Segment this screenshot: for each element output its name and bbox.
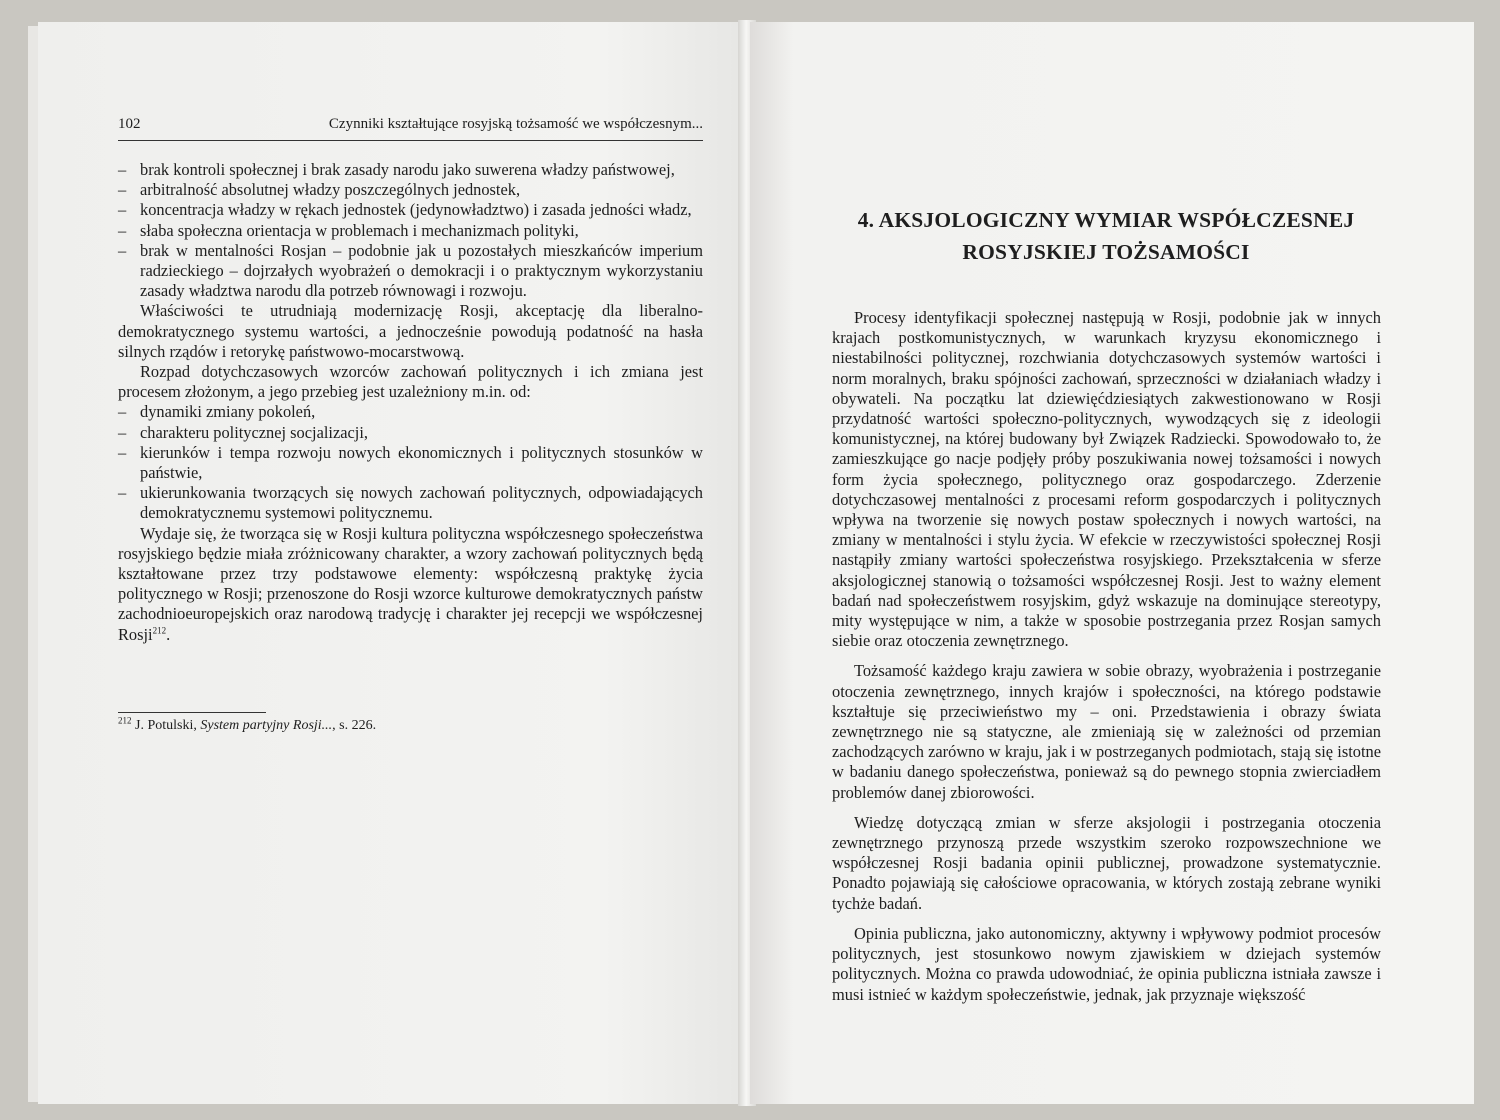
left-page: [38, 22, 746, 1104]
paragraph: Procesy identyfikacji społecznej następują w Rosji, podobnie jak w innych krajach postkomunistycznych, w warunkach kryzysu ekonomicznego i niestabilności politycznej, rozchwiania dotychczasowych systemów wartości i norm moralnych, braku spójności zachowań, sprzeczności w działaniach władzy i obywateli. Na początku lat dziewięćdziesiątych zakwestionowano w Rosji przydatność wartości społeczno-politycznych, wywodzących się z ideologii komunistycznej, na której budowany był Związek Radziecki. Spowodowało to, że zamieszkujące go nacje podjęły próby poszukiwania nowej tożsamości i nowych form życia społecznego, politycznego oraz gospodarczego. Zderzenie dotychczasowej mentalności z procesami reform gospodarczych i politycznych wpływa na tworzenie się nowych postaw społecznych i nowych wartości, na zmiany w mentalności i stylu życia. W efekcie w rzeczywistości społecznej Rosji nastąpiły zmiany wartości społeczeństwa rosyjskiego. Przekształcenia w sferze aksjologicznej stanowią o tożsamości współczesnej Rosji. Jest to ważny element badań nad społeczeństwem rosyjskim, gdyż wskazuje na dominujące stereotypy, mity występujące w nim, a także w sposobie postrzegania przez Rosjan samych siebie oraz otoczenia zewnętrznego.: [832, 308, 1381, 651]
list-item: – brak kontroli społecznej i brak zasady narodu jako suwerena władzy państwowej,: [118, 160, 675, 179]
footnote-ref[interactable]: 212: [152, 625, 167, 636]
paragraph: Wydaje się, że tworząca się w Rosji kultura polityczna współczesnego społeczeństwa rosyjskiego będzie miała zróżnicowany charakter, a wzory zachowań politycznych będą kształtowane przez trzy podstawowe elementy: współczesną praktykę życia politycznego w Rosji; przenoszone do Rosji wzorce kulturowe demokratycznych państw zachodnioeuropejskich oraz narodową tradycję i charakter jej recepcji we współczesnej Rosji$^{212}$.: [118, 523, 703, 644]
list-item: – koncentracja władzy w rękach jednostek (jedynowładztwo) i zasada jedności władz,: [118, 200, 692, 220]
list-item: – kierunków i tempa rozwoju nowych ekonomicznych i politycznych stosunków w państwie,: [118, 442, 703, 483]
page-number: 102: [118, 116, 141, 132]
running-head: Czynniki kształtujące rosyjską tożsamość we współczesnym...: [328, 116, 703, 132]
footnote-number: 212: [118, 715, 132, 726]
list-item: – brak w mentalności Rosjan – podobnie jak u pozostałych mieszkańców imperium radzieckiego – dojrzałych wyobrażeń o demokracji i o praktycznym wykorzystaniu zasady władztwa narodu dla potrzeb równowagi i rozwoju.: [118, 240, 703, 301]
left-body-text: [118, 160, 703, 645]
list-item: – charakteru politycznej socjalizacji,: [118, 422, 368, 442]
list-item: – słaba społeczna orientacja w problemach i mechanizmach polityki,: [118, 220, 579, 240]
list-item: – arbitralność absolutnej władzy poszczególnych jednostek,: [118, 180, 521, 200]
paragraph: Tożsamość każdego kraju zawiera w sobie obrazy, wyobrażenia i postrzeganie otoczenia zewnętrznego, innych krajów i społeczności, na którego podstawie kształtuje się przeciwieństwo my – oni. Przedstawienia i obrazy świata zewnętrznego nie są statyczne, ale zmieniają się w zależności od przemian zachodzących zarówno w kraju, jak i w postrzeganych podmiotach, stają się istotne w badaniu danego społeczeństwa, ponieważ są do pewnego stopnia zwierciadłem problemów danej zbiorowości.: [832, 661, 1381, 802]
list-item: – ukierunkowania tworzących się nowych zachowań politycznych, odpowiadających demokratycznemu systemowi politycznemu.: [118, 483, 703, 523]
paragraph: Właściwości te utrudniają modernizację Rosji, akceptację dla liberalno-demokratycznego systemu wartości, a jednocześnie powodują podatność na hasła silnych rządów i retorykę państwowo-mocarstwową.: [118, 301, 703, 361]
footnote: $^{212}$ J. Potulski, System partyjny Rosji..., s. 226.: [118, 715, 377, 733]
right-body-text: [832, 308, 1381, 1005]
left-page-header: [118, 114, 703, 141]
paragraph: Wiedzę dotyczącą zmian w sferze aksjologii i postrzegania otoczenia zewnętrznego przynoszą przede wszystkim szeroko rozpowszechnione we współczesnej Rosji badania opinii publicznej, prowadzone systematycznie. Ponadto pojawiają się całościowe opracowania, w których zostają zebrane wyniki tychże badań.: [832, 812, 1381, 913]
right-page: [750, 22, 1474, 1104]
footnote-rule: [118, 712, 266, 713]
paragraph: Rozpad dotychczasowych wzorców zachowań politycznych i ich zmiana jest procesem złożonym, a jego przebieg jest uzależniony m.in. od:: [118, 362, 703, 402]
list-item: – dynamiki zmiany pokoleń,: [118, 402, 316, 422]
paragraph: Opinia publiczna, jako autonomiczny, aktywny i wpływowy podmiot procesów politycznych, jest stosunkowo nowym zjawiskiem w dziejach systemów politycznych. Można co prawda udowodniać, że opinia publiczna istniała zawsze i musi istnieć w każdym społeczeństwie, jednak, jak przyznaje większość: [832, 923, 1381, 1004]
chapter-title: 4. AKSJOLOGICZNY WYMIAR WSPÓŁCZESNEJ ROSYJSKIEJ TOŻSAMOŚCI: [857, 208, 1355, 264]
footnote-title: System partyjny Rosji...: [200, 718, 333, 733]
